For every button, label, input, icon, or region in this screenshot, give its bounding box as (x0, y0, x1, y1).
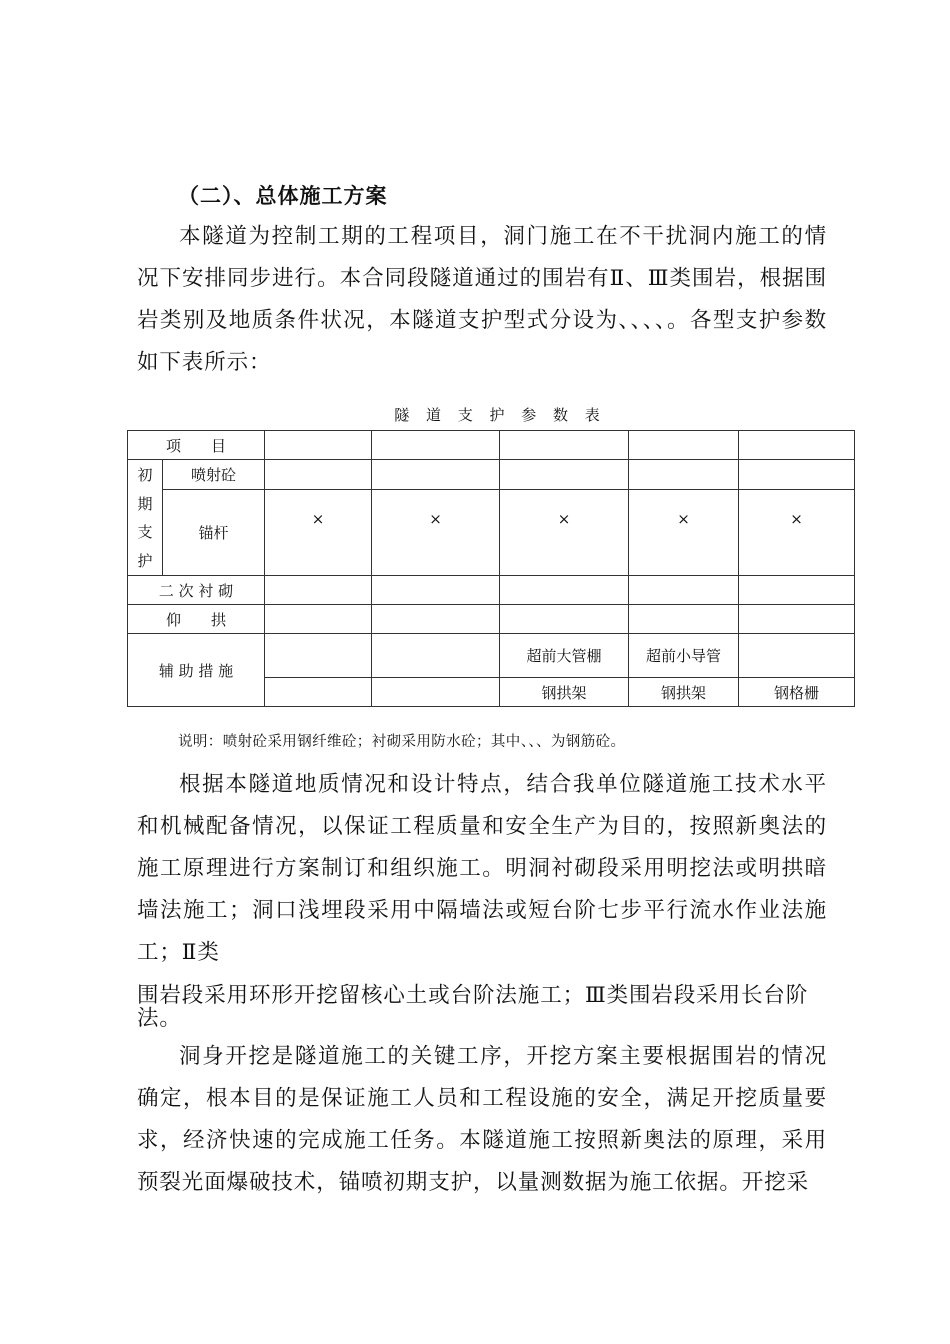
table-cell (739, 634, 855, 678)
table-cell (372, 678, 500, 707)
table-cell (372, 576, 500, 605)
section-heading: （二）、总体施工方案 (178, 184, 388, 208)
table-cell (739, 605, 855, 634)
table-cell: × (372, 490, 500, 576)
row-label-invert: 仰 拱 (128, 605, 265, 634)
table-header-cell: 项 目 (128, 431, 265, 460)
table-cell (739, 460, 855, 490)
table-row (128, 490, 855, 576)
table-cell: 超前大管棚 (500, 634, 629, 678)
table-cell (629, 605, 739, 634)
table-cell: × (739, 490, 855, 576)
table-cell (372, 460, 500, 490)
table-cell: × (265, 490, 372, 576)
table-cell (500, 431, 629, 460)
table-cell: × (500, 490, 629, 576)
table-row (128, 576, 855, 605)
method-paragraph-end: 法。 (137, 1006, 182, 1031)
table-cell (500, 605, 629, 634)
row-label-secondary-lining: 二 次 衬 砌 (128, 576, 265, 605)
table-cell (265, 634, 372, 678)
method-paragraph-continuation: 围岩段采用环形开挖留核心土或台阶法施工；Ⅲ类围岩段采用长台阶 (137, 983, 809, 1008)
table-row (128, 431, 855, 460)
table-cell (372, 431, 500, 460)
table-row (128, 605, 855, 634)
table-cell (629, 431, 739, 460)
table-caption: 隧 道 支 护 参 数 表 (394, 406, 606, 424)
intro-paragraph: 本隧道为控制工期的工程项目，洞门施工在不干扰洞内施工的情况下安排同步进行。本合同段隧道通过的围岩有Ⅱ、Ⅲ类围岩，根据围岩类别及地质条件状况，本隧道支护型式分设为、、、、。各型支护参数如下表所示： (137, 224, 827, 375)
table-cell: × (629, 490, 739, 576)
table-cell (500, 576, 629, 605)
table-row (128, 634, 855, 678)
support-parameter-table (127, 430, 855, 707)
row-label-shotcrete: 喷射砼 (163, 460, 265, 490)
table-cell: 超前小导管 (629, 634, 739, 678)
table-note: 说明：喷射砼采用钢纤维砼；衬砌采用防水砼；其中、、、为钢筋砼。 (178, 734, 626, 750)
method-paragraph: 根据本隧道地质情况和设计特点，结合我单位隧道施工技术水平和机械配备情况，以保证工程质量和安全生产为目的，按照新奥法的施工原理进行方案制订和组织施工。明洞衬砌段采用明挖法或明拱暗墙法施工；洞口浅埋段采用中隔墙法或短台阶七步平行流水作业法施工；Ⅱ类 (137, 772, 827, 965)
initial-support-label: 初 期 支 护 (128, 460, 163, 576)
table-cell: 钢格栅 (739, 678, 855, 707)
excavation-paragraph: 洞身开挖是隧道施工的关键工序，开挖方案主要根据围岩的情况确定，根本目的是保证施工人员和工程设施的安全，满足开挖质量要求，经济快速的完成施工任务。本隧道施工按照新奥法的原理，采用预裂光面爆破技术，锚喷初期支护，以量测数据为施工依据。开挖采 (137, 1044, 827, 1195)
table-cell (629, 576, 739, 605)
table-cell: 钢拱架 (500, 678, 629, 707)
table-cell (265, 576, 372, 605)
table-cell (500, 460, 629, 490)
table-cell (739, 576, 855, 605)
table-cell (372, 634, 500, 678)
table-cell (265, 431, 372, 460)
row-label-anchor: 锚杆 (163, 490, 265, 576)
table-row (128, 460, 855, 490)
table-cell (629, 460, 739, 490)
table-cell: 钢拱架 (629, 678, 739, 707)
table-cell (265, 460, 372, 490)
table-cell (265, 678, 372, 707)
table-cell (739, 431, 855, 460)
table-cell (372, 605, 500, 634)
row-label-auxiliary: 辅 助 措 施 (128, 634, 265, 707)
table-cell (265, 605, 372, 634)
